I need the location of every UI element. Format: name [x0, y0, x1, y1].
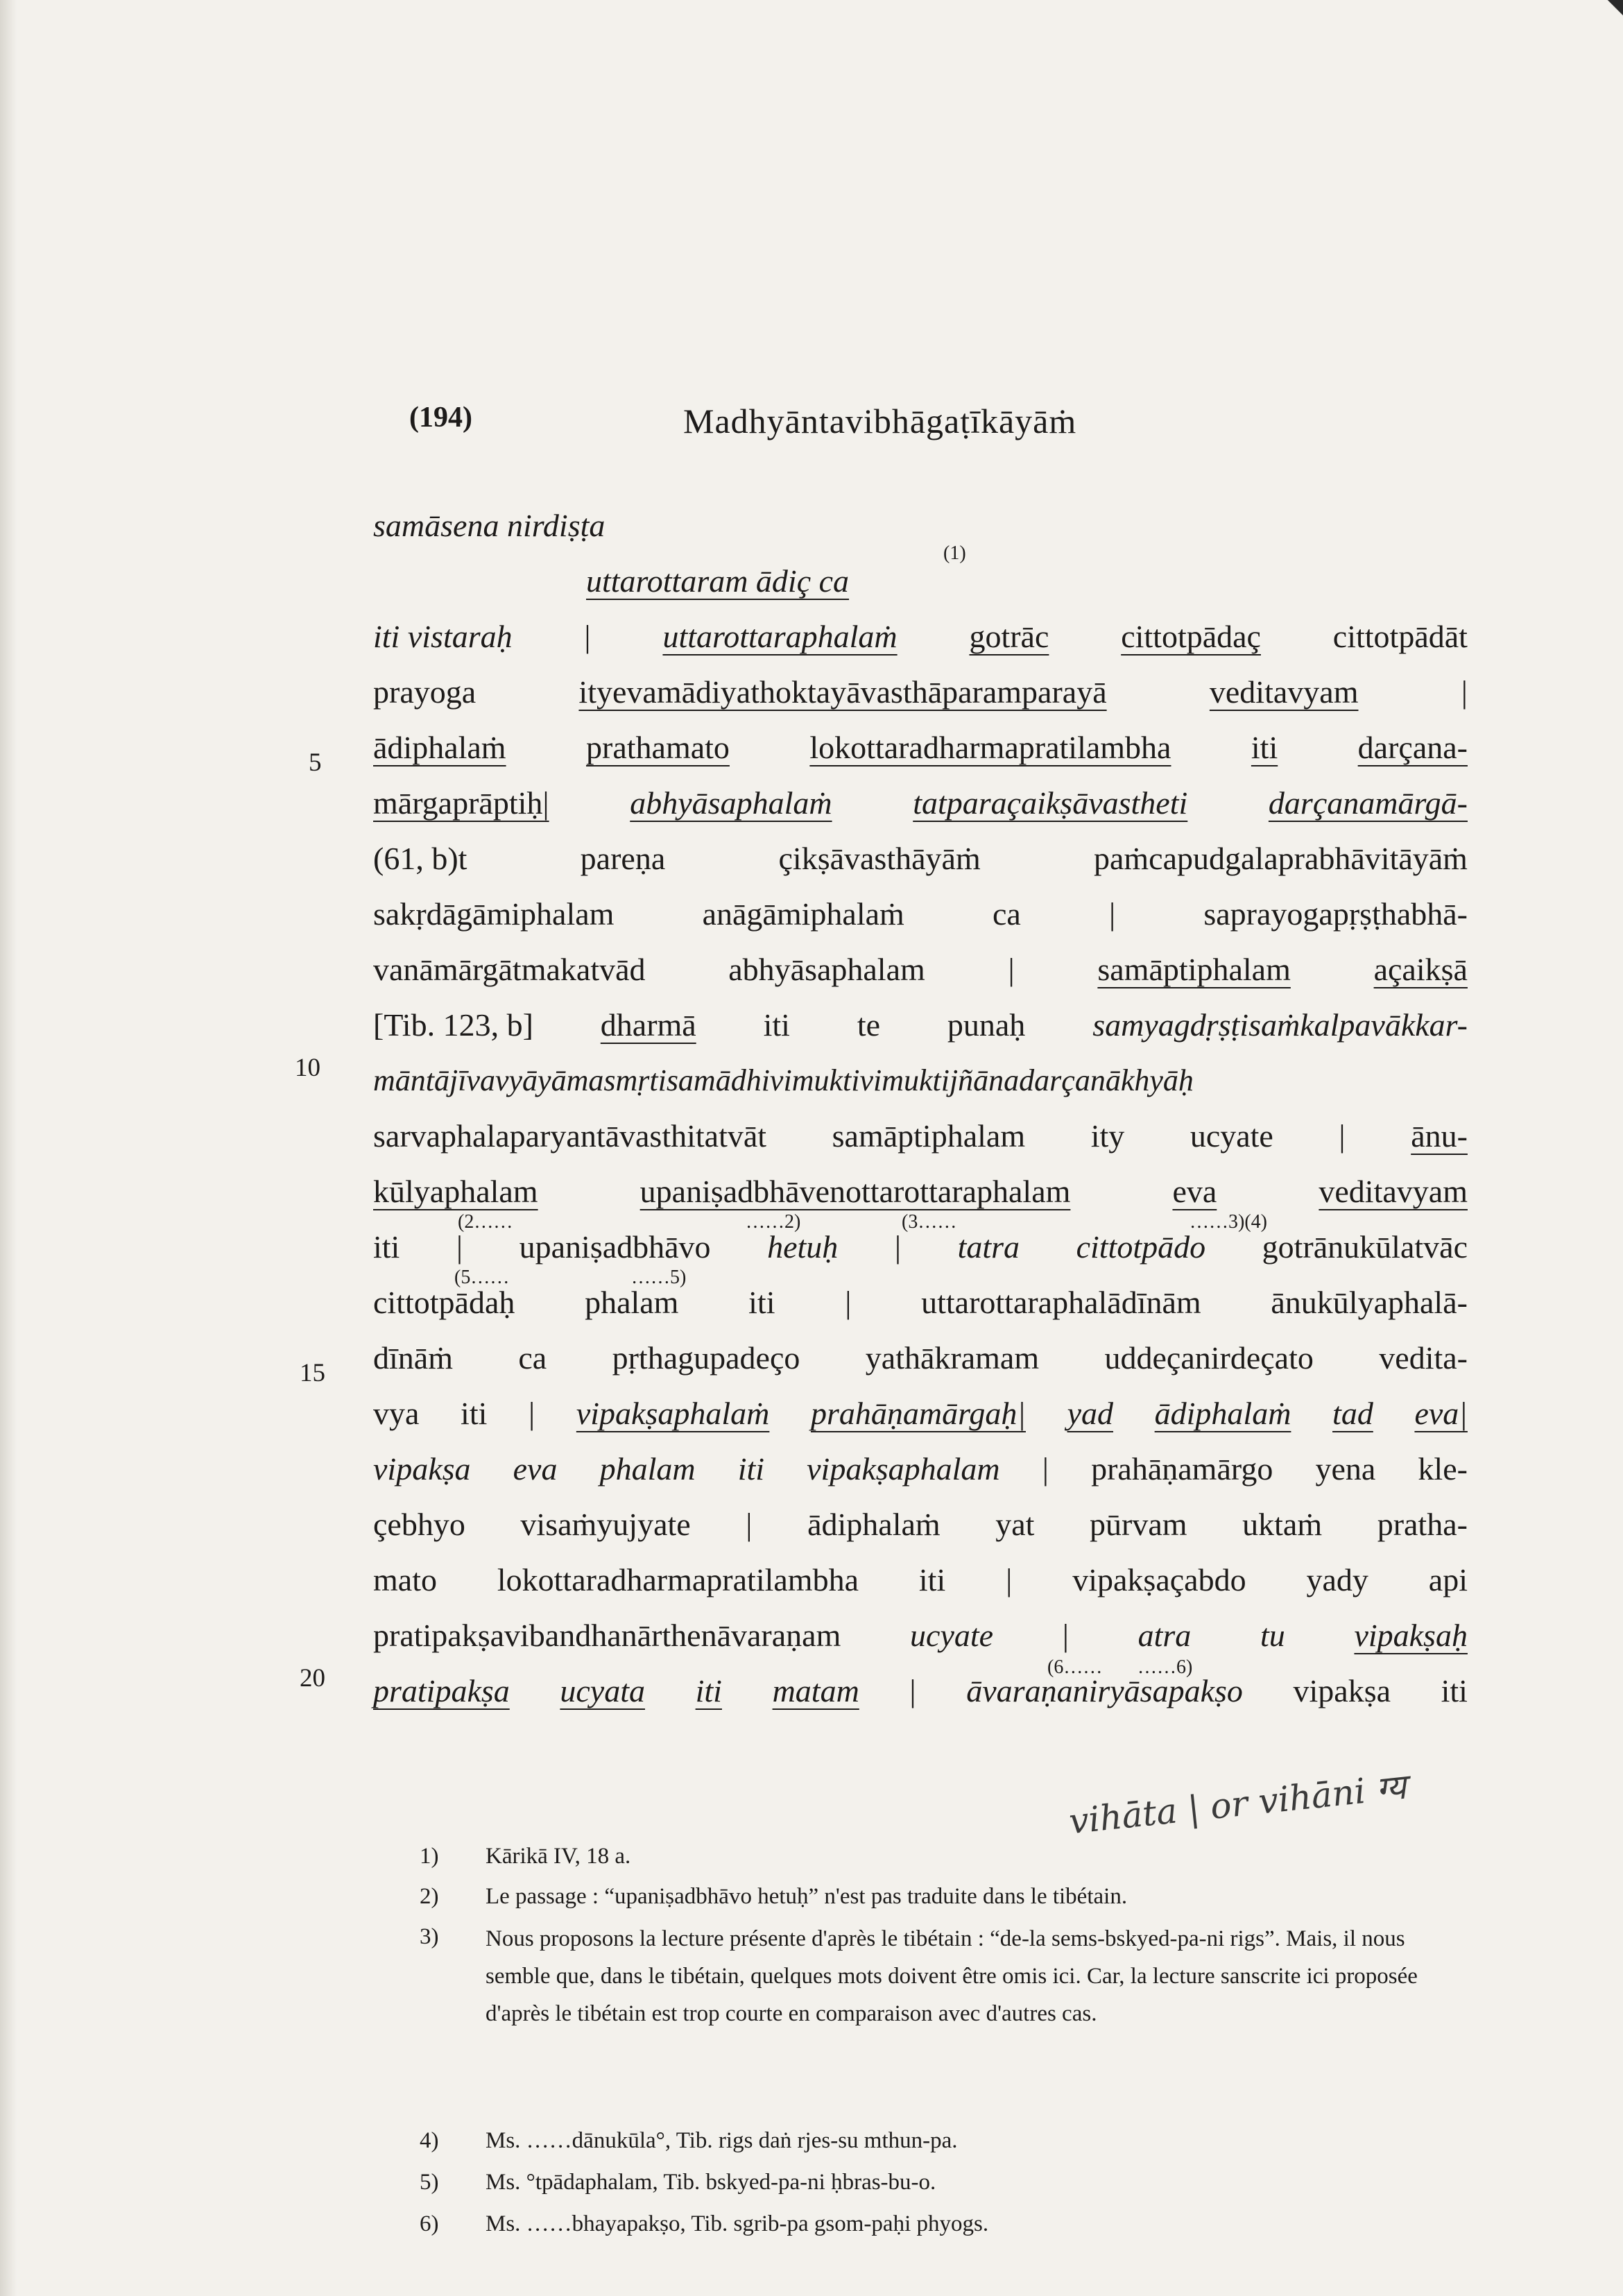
text-segment: phalam: [599, 1451, 696, 1487]
footnote-text: Ms. ……bhayapakṣo, Tib. sgrib-pa gsom-paḥi phyogs.: [486, 2211, 989, 2236]
text-segment: |: [746, 1507, 753, 1542]
text-segment: vedita-: [1379, 1340, 1468, 1376]
text-segment: pratipakṣa: [373, 1673, 510, 1708]
text-line-10: [373, 1004, 1468, 1046]
text-segment: |: [584, 619, 591, 654]
text-segment: iti: [373, 1229, 400, 1265]
text-line-18: [373, 1448, 1468, 1490]
text-segment: ityevamādiyathoktayāvasthāparamparayā: [578, 674, 1107, 710]
text-segment: ānu-: [1411, 1118, 1468, 1154]
footnote-number: 6): [420, 2211, 439, 2236]
text-segment: cittotpādaḥ: [373, 1285, 515, 1320]
text-segment: uddeçanirdeçato: [1104, 1340, 1314, 1376]
footnote-marker-6-close: ……6): [1137, 1656, 1193, 1678]
text-segment: |: [1339, 1118, 1346, 1154]
text-segment: prayoga: [373, 674, 476, 710]
text-segment: lokottaradharmapratilambha: [497, 1562, 859, 1597]
text-segment: kle-: [1418, 1451, 1468, 1487]
text-segment: vipakṣaphalaṁ: [576, 1396, 770, 1431]
text-line-6: [373, 782, 1468, 824]
text-line-21: [373, 1615, 1468, 1656]
text-segment: |: [1108, 896, 1116, 932]
text-segment: çebhyo: [373, 1507, 465, 1542]
text-segment: uttarottaram ādiç ca: [586, 563, 850, 599]
text-segment: abhyāsaphalaṁ: [630, 785, 832, 821]
text-segment: |: [529, 1396, 535, 1431]
footnote-number: 1): [420, 1844, 439, 1869]
text-segment: yat: [995, 1507, 1035, 1542]
text-segment: darçana-: [1357, 730, 1468, 765]
text-segment: pṛthagupadeço: [612, 1340, 800, 1376]
text-segment: tatra: [957, 1229, 1020, 1265]
text-segment: ānukūlyaphalā-: [1271, 1285, 1468, 1320]
text-segment: |: [1008, 952, 1015, 987]
text-segment: prahāṇamārgaḥ|: [811, 1396, 1026, 1431]
text-segment: iti: [737, 1451, 765, 1487]
text-segment: cittotpādaç: [1121, 619, 1261, 654]
text-segment: pratipakṣavibandhanārthenāvaraṇam: [373, 1618, 841, 1653]
text-line-5: [373, 727, 1468, 769]
text-segment: vanāmārgātmakatvād: [373, 952, 646, 987]
text-segment: vipakṣa: [373, 1451, 471, 1487]
text-segment: ca: [992, 896, 1021, 932]
text-segment: |: [845, 1285, 852, 1320]
text-line-14: [373, 1226, 1468, 1268]
text-segment: [Tib. 123, b]: [373, 1007, 533, 1043]
text-segment: samyagdṛṣṭisaṁkalpavākkar-: [1092, 1007, 1468, 1043]
text-segment: iti: [695, 1673, 722, 1708]
text-segment: ucyate: [910, 1618, 994, 1653]
text-segment: veditavyam: [1319, 1174, 1468, 1209]
text-segment: |: [456, 1229, 463, 1265]
text-segment: yathākramam: [865, 1340, 1040, 1376]
text-line-4: [373, 671, 1468, 713]
text-segment: açaikṣā: [1373, 952, 1468, 987]
text-segment: |: [1062, 1618, 1069, 1653]
text-segment: pareṇa: [580, 841, 666, 876]
text-segment: āvaraṇaniryāsapakṣo: [966, 1673, 1243, 1708]
text-segment: upaniṣadbhāvo: [519, 1229, 711, 1265]
text-segment: iti: [1441, 1673, 1468, 1708]
text-segment: ādiphalaṁ: [373, 730, 506, 765]
text-segment: uktaṁ: [1242, 1507, 1323, 1542]
text-segment: uttarottaraphalādīnām: [921, 1285, 1201, 1320]
text-segment: vipakṣaçabdo: [1072, 1562, 1246, 1597]
footnote-number: 2): [420, 1884, 439, 1909]
text-line-17: [373, 1393, 1468, 1434]
text-segment: (61, b)t: [373, 841, 467, 876]
text-segment: ity: [1090, 1118, 1125, 1154]
footnote-marker-2-open: (2……: [458, 1211, 513, 1233]
page-number: (194): [409, 402, 472, 434]
footnote-marker-2-close: ……2): [746, 1211, 801, 1233]
text-segment: saprayogapṛṣṭhabhā-: [1203, 896, 1468, 932]
text-segment: darçanamārgā-: [1268, 785, 1468, 821]
line-number-10: 10: [295, 1054, 320, 1082]
text-segment: |: [1042, 1451, 1049, 1487]
line-number-15: 15: [300, 1359, 325, 1387]
text-segment: iti: [763, 1007, 790, 1043]
text-segment: tu: [1260, 1618, 1285, 1653]
text-segment: pratha-: [1377, 1507, 1468, 1542]
text-line-1: [373, 505, 1468, 547]
text-segment: |: [1461, 674, 1468, 710]
footnote-marker-3-4: ……3)(4): [1190, 1211, 1267, 1233]
footnote-marker-1: (1): [943, 542, 966, 564]
scan-edge-shadow: [0, 0, 17, 2296]
text-segment: veditavyam: [1209, 674, 1359, 710]
text-segment: iti vistaraḥ: [373, 619, 513, 654]
text-segment: pūrvam: [1090, 1507, 1187, 1542]
text-segment: yad: [1067, 1396, 1114, 1431]
text-line-3: [373, 616, 1468, 658]
text-segment: gotrāc: [969, 619, 1049, 654]
text-segment: api: [1428, 1562, 1468, 1597]
footnote-text: Ms. ……dānukūla°, Tib. rigs daṅ rjes-su mthun-pa.: [486, 2128, 958, 2153]
text-segment: vipakṣaḥ: [1354, 1618, 1468, 1653]
text-segment: gotrānukūlatvāc: [1262, 1229, 1468, 1265]
text-segment: |: [1006, 1562, 1013, 1597]
text-segment: ādiphalaṁ: [807, 1507, 941, 1542]
footnote-text: Kārikā IV, 18 a.: [486, 1844, 631, 1869]
text-line-8: [373, 893, 1468, 935]
text-segment: iti: [1251, 730, 1278, 765]
text-segment: ucyata: [560, 1673, 646, 1708]
text-line-20: [373, 1559, 1468, 1601]
text-segment: mato: [373, 1562, 437, 1597]
text-segment: samāptiphalam: [1097, 952, 1291, 987]
text-segment: uttarottaraphalaṁ: [662, 619, 898, 654]
text-segment: sakṛdāgāmiphalam: [373, 896, 615, 932]
text-segment: iti: [461, 1396, 488, 1431]
text-segment: visaṁyujyate: [520, 1507, 691, 1542]
text-segment: ca: [518, 1340, 547, 1376]
text-segment: vipakṣa: [1293, 1673, 1391, 1708]
text-segment: sarvaphalaparyantāvasthitatvāt: [373, 1118, 767, 1154]
text-segment: samāsena nirdiṣṭa: [373, 508, 606, 543]
text-segment: yena: [1315, 1451, 1376, 1487]
page-corner-fold: [1581, 0, 1623, 42]
footnote-marker-5-close: ……5): [631, 1267, 687, 1288]
text-segment: tatparaçaikṣāvastheti: [913, 785, 1188, 821]
text-segment: dharmā: [600, 1007, 696, 1043]
text-segment: atra: [1137, 1618, 1192, 1653]
text-segment: ucyate: [1190, 1118, 1273, 1154]
text-segment: upaniṣadbhāvenottarottaraphalam: [639, 1174, 1071, 1209]
text-line-19: [373, 1504, 1468, 1545]
footnote-number: 4): [420, 2128, 439, 2153]
line-number-20: 20: [300, 1664, 325, 1693]
footnote-marker-6-open: (6……: [1047, 1656, 1103, 1678]
footnote-marker-5-open: (5……: [454, 1267, 510, 1288]
text-line-12: [373, 1115, 1468, 1157]
text-segment: vipakṣaphalam: [807, 1451, 1000, 1487]
text-segment: matam: [772, 1673, 859, 1708]
text-segment: çikṣāvasthāyāṁ: [778, 841, 981, 876]
text-segment: te: [857, 1007, 881, 1043]
text-segment: mārgaprāptiḥ|: [373, 785, 549, 821]
text-segment: samāptiphalam: [832, 1118, 1026, 1154]
text-segment: ādiphalaṁ: [1154, 1396, 1291, 1431]
text-segment: iti: [918, 1562, 946, 1597]
text-segment: phalam: [585, 1285, 679, 1320]
text-line-15: [373, 1282, 1468, 1323]
footnote-text: Le passage : “upaniṣadbhāvo hetuḥ” n'est pas traduite dans le tibétain.: [486, 1884, 1128, 1909]
text-segment: tad: [1332, 1396, 1373, 1431]
text-segment: hetuḥ: [767, 1229, 839, 1265]
text-segment: paṁcapudgalaprabhāvitāyāṁ: [1093, 841, 1468, 876]
text-segment: |: [894, 1229, 902, 1265]
footnote-number: 5): [420, 2170, 439, 2195]
text-line-2: [586, 560, 1002, 602]
text-segment: kūlyaphalam: [373, 1174, 538, 1209]
running-title: Madhyāntavibhāgaṭīkāyāṁ: [683, 402, 1077, 440]
text-segment: abhyāsaphalam: [728, 952, 925, 987]
text-line-11: [373, 1060, 1468, 1102]
text-segment: cittotpādāt: [1332, 619, 1468, 654]
text-segment: anāgāmiphalaṁ: [702, 896, 904, 932]
text-segment: cittotpādo: [1076, 1229, 1206, 1265]
text-segment: lokottaradharmapratilambha: [809, 730, 1171, 765]
text-segment: eva|: [1414, 1396, 1468, 1431]
text-segment: |: [909, 1673, 916, 1708]
text-segment: māntājīvavyāyāmasmṛtisamādhivimuktivimuktijñānadarçanākhyāḥ: [373, 1063, 1194, 1097]
footnote-text: Ms. °tpādaphalam, Tib. bskyed-pa-ni ḥbras-bu-o.: [486, 2170, 936, 2195]
text-segment: eva: [1172, 1174, 1217, 1209]
text-line-16: [373, 1337, 1468, 1379]
footnote-number: 3): [420, 1924, 439, 1949]
text-segment: yady: [1306, 1562, 1368, 1597]
line-number-5: 5: [309, 748, 322, 777]
text-segment: vya: [373, 1396, 420, 1431]
footnote-marker-3-open: (3……: [902, 1211, 957, 1233]
footnote-text: Nous proposons la lecture présente d'après le tibétain : “de-la sems-bskyed-pa-ni rigs”. Mais, il nous semble que, dans le tibétain, quelques mots doivent être omis ici. Car, la lecture sanscrite ici proposée d'après le tibétain est trop courte en comparaison avec d'autres cas.: [486, 1926, 1418, 2026]
page-header: [0, 401, 1623, 449]
text-segment: punaḥ: [947, 1007, 1026, 1043]
text-line-9: [373, 949, 1468, 991]
text-segment: eva: [513, 1451, 558, 1487]
text-segment: prahāṇamārgo: [1091, 1451, 1273, 1487]
text-segment: prathamato: [586, 730, 730, 765]
text-line-22: [373, 1670, 1468, 1712]
text-segment: dīnāṁ: [373, 1340, 453, 1376]
text-line-7: [373, 838, 1468, 880]
text-segment: iti: [748, 1285, 775, 1320]
handwritten-annotation: vihāta | or vihāni ग्य: [1067, 1766, 1408, 1842]
text-line-13: [373, 1171, 1468, 1213]
